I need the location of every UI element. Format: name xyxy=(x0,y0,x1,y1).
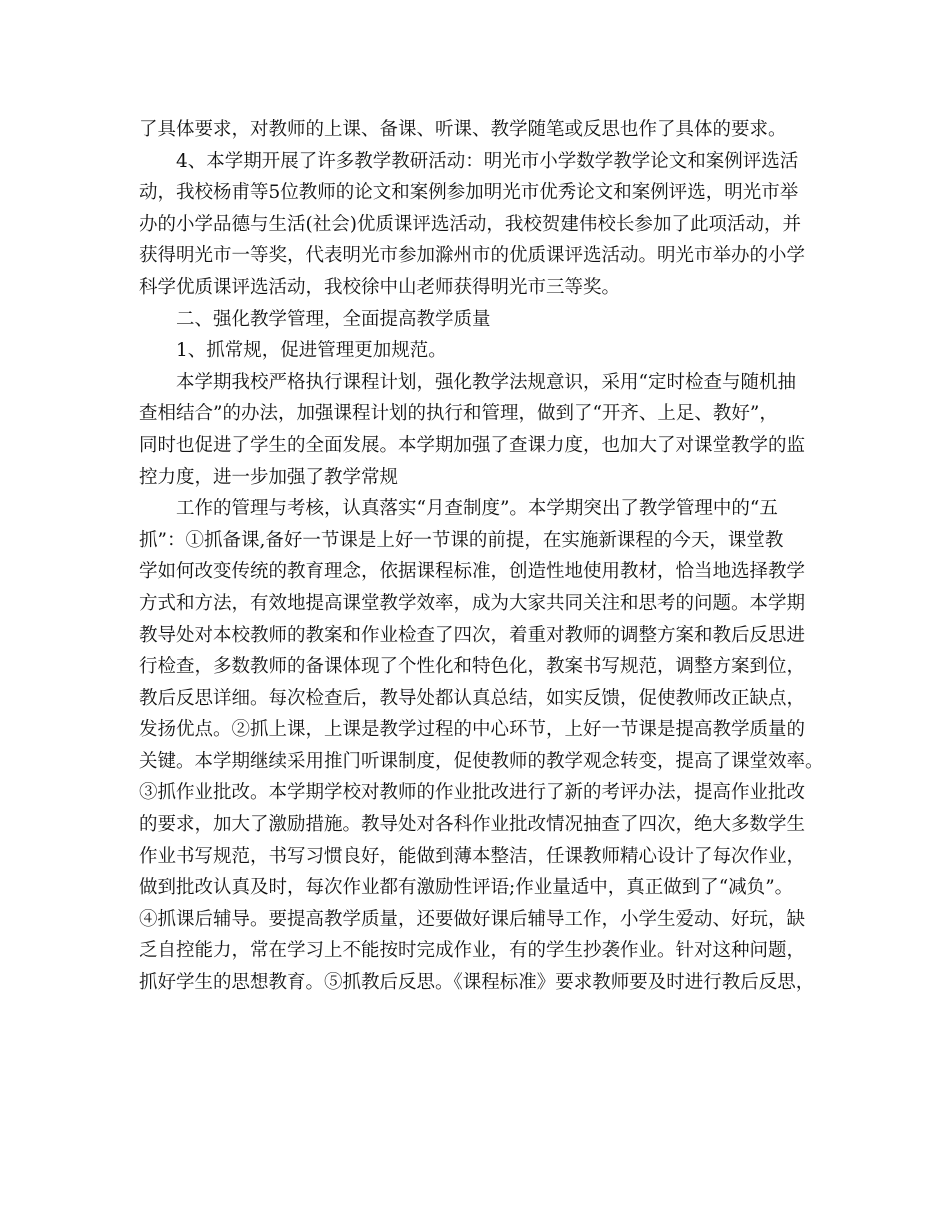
text-line: 教后反思详细。每次检查后，教导处都认真总结，如实反馈，促使教师改正缺点， xyxy=(139,687,806,709)
text-line: 工作的管理与考核，认真落实“月查制度”。本学期突出了教学管理中的“五 xyxy=(176,498,778,520)
text-line: 控力度，进一步加强了教学常规 xyxy=(139,466,399,488)
text-line: 的要求，加大了激励措施。教导处对各科作业批改情况抽查了四次，绝大多数学生 xyxy=(139,814,806,836)
text-line: 做到批改认真及时，每次作业都有激励性评语;作业量适中，真正做到了“减负”。 xyxy=(139,877,794,899)
text-line: 动，我校杨甫等5位教师的论文和案例参加明光市优秀论文和案例评选，明光市举 xyxy=(139,182,799,204)
text-line: 同时也促进了学生的全面发展。本学期加强了查课力度，也加大了对课堂教学的监 xyxy=(139,434,806,456)
text-line: 学如何改变传统的教育理念，依据课程标准，创造性地使用教材，恰当地选择教学 xyxy=(139,561,806,583)
text-line: 查相结合”的办法，加强课程计划的执行和管理，做到了“开齐、上足、教好”， xyxy=(139,403,778,425)
text-line: 教导处对本校教师的教案和作业检查了四次，着重对教师的调整方案和教后反思进 xyxy=(139,624,806,646)
text-line: 4、本学期开展了许多教学教研活动：明光市小学数学教学论文和案例评选活 xyxy=(176,150,799,172)
text-line: 关键。本学期继续采用推门听课制度，促使教师的教学观念转变，提高了课堂效率。 xyxy=(139,750,824,772)
text-line: ③抓作业批改。本学期学校对教师的作业批改进行了新的考评办法，提高作业批改 xyxy=(139,782,806,804)
text-line: 乏自控能力，常在学习上不能按时完成作业，有的学生抄袭作业。针对这种问题， xyxy=(139,940,806,962)
text-line: 科学优质课评选活动，我校徐中山老师获得明光市三等奖。 xyxy=(139,276,621,298)
text-line: 了具体要求，对教师的上课、备课、听课、教学随笔或反思也作了具体的要求。 xyxy=(139,119,787,140)
text-line: 办的小学品德与生活(社会)优质课评选活动，我校贺建伟校长参加了此项活动，并 xyxy=(139,213,801,235)
text-line: 抓”：①抓备课,备好一节课是上好一节课的前提，在实施新课程的今天，课堂教 xyxy=(139,529,784,551)
text-line: ④抓课后辅导。要提高教学质量，还要做好课后辅导工作，小学生爱动、好玩，缺 xyxy=(139,908,806,930)
text-line: 本学期我校严格执行课程计划，强化教学法规意识，采用“定时检查与随机抽 xyxy=(176,371,796,393)
document-body xyxy=(139,114,829,999)
subsection-heading: 1、抓常规，促进管理更加规范。 xyxy=(176,340,447,362)
text-line: 发扬优点。②抓上课，上课是教学过程的中心环节，上好一节课是提高教学质量的 xyxy=(139,719,806,741)
text-line: 行检查，多数教师的备课体现了个性化和特色化，教案书写规范，调整方案到位， xyxy=(139,656,806,678)
text-line: 获得明光市一等奖，代表明光市参加滁州市的优质课评选活动。明光市举办的小学 xyxy=(139,245,806,267)
text-line: 抓好学生的思想教育。⑤抓教后反思。《课程标准》要求教师要及时进行教后反思， xyxy=(139,972,815,994)
section-heading: 二、强化教学管理，全面提高教学质量 xyxy=(176,308,491,330)
text-line: 方式和方法，有效地提高课堂教学效率，成为大家共同关注和思考的问题。本学期 xyxy=(139,592,806,614)
text-line: 作业书写规范，书写习惯良好，能做到薄本整洁，任课教师精心设计了每次作业， xyxy=(139,845,806,867)
